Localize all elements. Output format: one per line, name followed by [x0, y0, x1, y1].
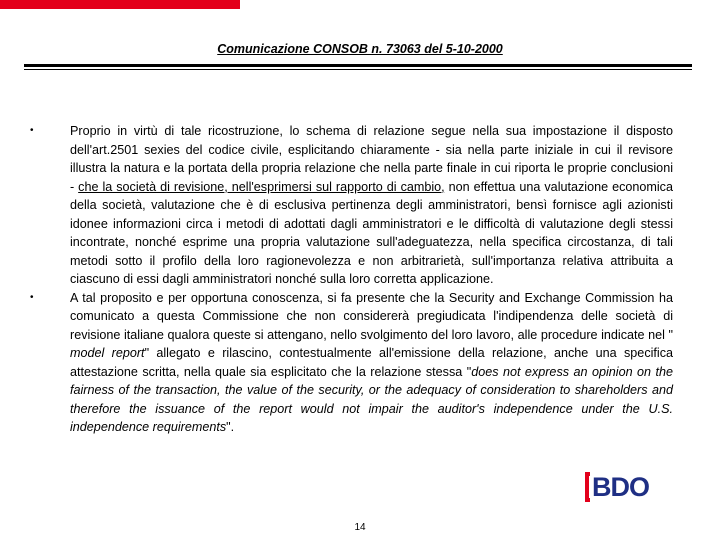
paragraph-2-text-b: " allegato e rilascino, contestualmente all'emissione della relazione, anche una specifica attestazione scritta, nella quale sia esplicitato che la relazione stessa " — [70, 346, 674, 379]
bullet-1: • — [30, 125, 34, 136]
paragraph-1-underlined: che la società di revisione, nell'esprimersi sul rapporto di cambio, — [78, 179, 445, 194]
paragraph-2-italic-quote: does not express an opinion on the fairness of the transaction, the value of the security, or the adequacy of consideration to shareholders and therefore the issuance of the report would not impair the auditor's independence under the U.S. independence requirements — [70, 364, 674, 434]
page-number: 14 — [354, 522, 366, 533]
top-accent-bar — [0, 0, 240, 9]
body-text — [30, 122, 674, 437]
paragraph-1-text-a: Proprio in virtù di tale ricostruzione, lo schema di relazione segue nella sua impostazione il disposto dell'art.2501 sexies del codice civile, esplicitando chiaramente - sia nella parte iniziale in cui il revisore illustra la natura e la portata della propria relazione che nella parte finale in cui riporta le proprie conclusioni - — [70, 124, 673, 194]
paragraph-1 — [30, 122, 673, 289]
bdo-logo-bracket-icon — [585, 472, 590, 502]
title-divider-thin — [24, 69, 692, 70]
page-title: Comunicazione CONSOB n. 73063 del 5-10-2000 — [217, 42, 503, 56]
paragraph-2 — [30, 289, 674, 437]
paragraph-2-text-c: ". — [226, 420, 235, 434]
bdo-logo — [585, 470, 665, 504]
bullet-2: • — [30, 291, 34, 303]
title-divider-thick — [24, 64, 692, 67]
paragraph-2-text-a: A tal proposito e per opportuna conoscenza, si fa presente che la Security and Exchange Commission ha comunicato a questa Commissione che non considererà pregiudicata l'indipendenza delle società di revisione italiane qualora queste si attengano, nello svolgimento del loro lavoro, alle procedure indicate nel " — [70, 290, 673, 342]
bdo-logo-text: BDO — [592, 472, 649, 502]
paragraph-1-text-b: non effettua una valutazione economica della società, valutazione che è di esclusiva pertinenza degli amministratori, bensì fornisce agli azionisti idonee informazioni circa i metodi di adottati dagli amministratori e le difficoltà di valutazione degli stessi incontrate, nonché esprime una propria valutazione sull'adeguatezza, nella specifica circostanza, di tali metodi sotto il profilo della loro ragionevolezza e non arbitrarietà, sull'importanza relativa attribuita a ciascuno di essi dagli amministratori nonché sulla loro corretta applicazione. — [70, 179, 673, 286]
paragraph-2-italic-model-report: model report — [70, 346, 145, 360]
